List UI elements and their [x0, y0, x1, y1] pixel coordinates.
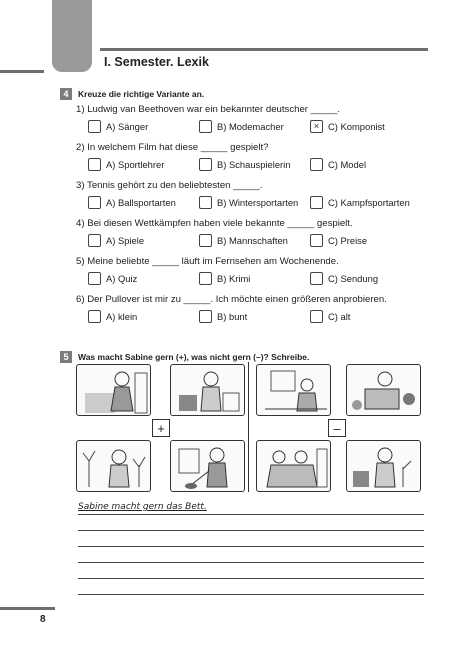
answer-checkbox[interactable] [88, 272, 101, 285]
task5-instruction: Was macht Sabine gern (+), was nicht gern (–)? Schreibe. [78, 352, 310, 362]
answer-checkbox[interactable] [199, 158, 212, 171]
answer-option[interactable] [310, 158, 421, 171]
question-text: 3) Tennis gehört zu den beliebtesten _____. [76, 180, 263, 191]
answer-label: A) Quiz [106, 273, 138, 284]
margin-rule [0, 70, 44, 73]
example-sentence: Sabine macht gern das Bett. [78, 502, 207, 512]
answer-checkbox[interactable] [88, 120, 101, 133]
answer-option[interactable] [199, 120, 310, 133]
answer-checkbox[interactable] [88, 310, 101, 323]
answer-label: A) Sportlehrer [106, 159, 165, 170]
picture-vacuuming [170, 440, 245, 492]
answer-label: B) Schauspielerin [217, 159, 291, 170]
plus-box: + [152, 419, 170, 437]
answer-label: A) Spiele [106, 235, 145, 246]
picture-toys [346, 364, 421, 416]
answer-label: A) klein [106, 311, 138, 322]
picture-cooking [170, 364, 245, 416]
answer-option[interactable] [199, 310, 310, 323]
picture-reading [256, 364, 331, 416]
picture-knitting [76, 364, 151, 416]
header-rule [100, 48, 428, 51]
answer-label: C) Sendung [328, 273, 379, 284]
answer-option[interactable] [199, 234, 310, 247]
answer-option[interactable] [199, 196, 310, 209]
answer-label: C) alt [328, 311, 351, 322]
minus-box: – [328, 419, 346, 437]
question-text: 6) Der Pullover ist mir zu _____. Ich möchte einen größeren anprobieren. [76, 294, 387, 305]
answer-option[interactable] [310, 272, 421, 285]
answer-label: C) Model [328, 159, 367, 170]
answer-checkbox[interactable]: × [310, 120, 323, 133]
answer-option[interactable] [88, 310, 199, 323]
section-title: I. Semester. Lexik [104, 55, 209, 69]
chapter-tab [52, 0, 92, 72]
answer-option[interactable] [310, 120, 421, 133]
answer-checkbox[interactable] [88, 196, 101, 209]
answer-option[interactable] [88, 272, 199, 285]
answer-option[interactable] [310, 234, 421, 247]
task4-header [60, 88, 204, 100]
answer-option[interactable] [88, 158, 199, 171]
answer-checkbox[interactable] [199, 196, 212, 209]
answer-checkbox[interactable] [88, 158, 101, 171]
writing-line[interactable] [78, 530, 424, 531]
answer-options [88, 272, 421, 285]
task4-instruction: Kreuze die richtige Variante an. [78, 89, 205, 99]
picture-cleaning [346, 440, 421, 492]
answer-option[interactable] [199, 272, 310, 285]
answer-checkbox[interactable] [310, 310, 323, 323]
writing-line[interactable] [78, 514, 424, 515]
writing-line[interactable] [78, 546, 424, 547]
answer-checkbox[interactable] [310, 158, 323, 171]
question-text: 1) Ludwig van Beethoven war ein bekannter deutscher _____. [76, 104, 341, 115]
picture-friends [256, 440, 331, 492]
writing-line[interactable] [78, 578, 424, 579]
answer-checkbox[interactable] [199, 310, 212, 323]
answer-label: B) Krimi [217, 273, 251, 284]
answer-option[interactable] [199, 158, 310, 171]
answer-label: A) Ballsportarten [106, 197, 176, 208]
answer-label: C) Kampfsportarten [328, 197, 410, 208]
picture-plants [76, 440, 151, 492]
task-number-badge: 4 [60, 88, 72, 100]
writing-line[interactable] [78, 562, 424, 563]
writing-line[interactable] [78, 594, 424, 595]
task5-header [60, 351, 309, 363]
answer-label: C) Preise [328, 235, 368, 246]
answer-checkbox[interactable] [310, 196, 323, 209]
picture-divider [248, 362, 249, 492]
footer-rule [0, 607, 55, 610]
answer-checkbox[interactable] [88, 234, 101, 247]
answer-label: B) bunt [217, 311, 248, 322]
answer-checkbox[interactable] [199, 234, 212, 247]
answer-checkbox[interactable] [310, 234, 323, 247]
answer-option[interactable] [310, 310, 421, 323]
task-number-badge: 5 [60, 351, 72, 363]
answer-options [88, 310, 421, 323]
answer-options [88, 196, 421, 209]
answer-option[interactable] [310, 196, 421, 209]
answer-label: C) Komponist [328, 121, 385, 132]
answer-checkbox[interactable] [199, 120, 212, 133]
page-number: 8 [40, 614, 46, 625]
answer-option[interactable] [88, 120, 199, 133]
answer-options [88, 234, 421, 247]
answer-label: A) Sänger [106, 121, 149, 132]
answer-checkbox[interactable] [199, 272, 212, 285]
question-text: 5) Meine beliebte _____ läuft im Fernsehen am Wochenende. [76, 256, 339, 267]
answer-options [88, 120, 421, 133]
answer-label: B) Modemacher [217, 121, 284, 132]
answer-checkbox[interactable] [310, 272, 323, 285]
answer-options [88, 158, 421, 171]
question-text: 4) Bei diesen Wettkämpfen haben viele bekannte _____ gespielt. [76, 218, 353, 229]
question-text: 2) In welchem Film hat diese _____ gespielt? [76, 142, 269, 153]
answer-option[interactable] [88, 196, 199, 209]
answer-label: B) Mannschaften [217, 235, 288, 246]
answer-option[interactable] [88, 234, 199, 247]
answer-label: B) Wintersportarten [217, 197, 299, 208]
